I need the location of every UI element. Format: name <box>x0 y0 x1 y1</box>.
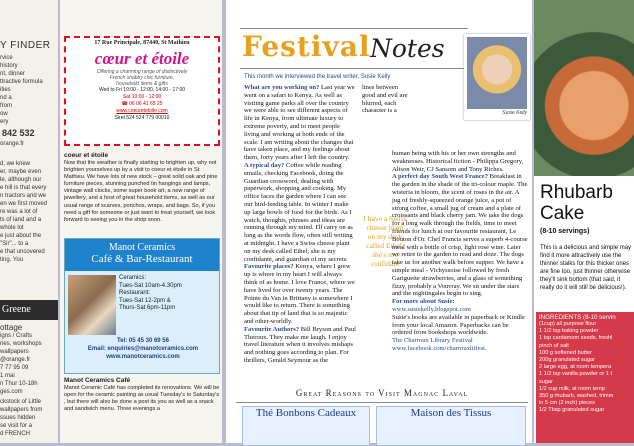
ingredient-item: 1 1/2 tsp baking powder <box>539 328 599 335</box>
ingredient-item: pinch of salt <box>539 342 569 349</box>
question-working-on: What are you working on? <box>244 84 320 91</box>
books-info: Susie's books are available in paperback or Kindle from your local Amazon. Paperbacks can be ordered from bookshops worldwide. <box>392 313 525 337</box>
coeur-tagline-2: French shabby chic furniture, <box>109 75 175 81</box>
ingredient-item: 1 tsp cardamom seeds, freshl <box>539 335 613 342</box>
reasons-banner: Great Reasons to Visit Magnac Laval <box>295 388 469 398</box>
manot-contact <box>68 337 218 361</box>
maison-tissus-ad <box>376 406 526 446</box>
manot-tel: Tel: 05 45 30 69 56 <box>117 338 169 344</box>
ingredient-item: in 5 cm (2 inch) pieces <box>539 400 595 407</box>
manot-email[interactable]: Email: enquiries@manotceramics.com <box>87 346 199 352</box>
directory-phone: 842 532 <box>2 128 35 138</box>
directory-email: orange.fr <box>0 141 25 147</box>
ingredient-item: 100 g softened butter <box>539 349 592 356</box>
recipe-title: Rhubarb Cake <box>540 182 613 224</box>
bonbons-title: Thé Bonbons Cadeaux <box>255 407 357 419</box>
festival-title: Festival <box>242 30 371 63</box>
ingredient-item: 1 1/2 tsp vanilla powder or 1 t <box>539 371 613 378</box>
notes-title: Notes <box>370 34 445 63</box>
manot-subtitle: Café & Bar-Restaurant <box>91 253 193 265</box>
ingredient-item: 2 large egg, at room tempera <box>539 364 612 371</box>
question-favourite-authors: Favourite Authors? <box>244 325 300 333</box>
left-page-strip <box>0 0 58 443</box>
recipe-intro: This is a delicious and simple may find it more attractively use the thinner stalks for this thicker ones are fine too, just thinner otherwise they'll sink bottom (that said, it really do it will still be delicious!). <box>540 245 632 291</box>
authors-continued: human being with his or her own strengths and weaknesses. Historical fiction - Philippa Gregory, Alison Weir, CJ Sansom and Tony Riches. <box>392 150 524 173</box>
coeur-web-link[interactable]: www.coeuretetoile.com <box>116 108 168 114</box>
coeur-logo: cœur et étoile <box>94 49 190 68</box>
left-bottom-text: ckstock of Little wallpapers from ssues hidden se visit for a d FRENCH <box>0 399 43 437</box>
bonbons-ad <box>242 406 370 446</box>
recipe-servings: (8-10 servings) <box>540 228 590 235</box>
directory-title: Y FINDER <box>0 40 51 51</box>
coeur-tagline-3: household items & gifts <box>116 81 168 87</box>
manot-web-link[interactable]: www.manotceramics.com <box>106 354 180 360</box>
cottage-ad-text: ottage igns / Crafts ries, workshops wallpapers @orange.fr 7 77 95 09 1 mai n Thur 10-18h ges.com <box>0 323 42 395</box>
question-perfect-day: A perfect day South West France? <box>392 173 489 181</box>
answer-favourite-authors: Bill Bryson and Paul Theroux. They make me laugh. I enjoy travel literature when it involves mishaps and nothing goes according to plan. For thrillers, Gerald Seymour as the <box>244 325 356 364</box>
greene-banner: Greene <box>0 300 58 320</box>
more-about-susie: For more about Susie: <box>392 298 455 306</box>
interview-column-a <box>244 84 356 365</box>
manot-hours: Ceramics: Tues-Sat 10am-4.30pm Restaurant: Tues-Sat 12-2pm & Thurs-Sat 6pm-11pm <box>119 275 182 311</box>
manot-ceramics-ad <box>64 238 220 374</box>
coeur-address: 17 Rue Principale, 87440, St Mathieu <box>94 40 190 46</box>
susie-blog-link[interactable]: www.susiekelly.blogspot.com <box>392 305 471 313</box>
left-story-text: d, we knew er, maybe even le, although our e hill is that every n tractors and we en we first moved re was a lot of ts of land and a whole lot e just about the "Sir"... to a e that uncovered ting. You <box>0 161 48 263</box>
answer-perfect-day: Breakfast in the garden in the shade of the tri-colour maple. The wisteria in bloom, the scent of roses in the air. A jug of freshly-squeezed orange juice, a pot of strong coffee, a small jug of cream and a plate of croissants and black cherry jam. We take the dogs for a long walk through the fields, time to meet friends for lunch at our favourite restaurant, Le Bouton d'Or. Chef Francis serves a superb 4-course meal with a bottle of crisp, light rosé wine. Later we retire to the garden to read and doze. The dogs take us for another walk before supper. We have a simple meal - Vichyssoise followed by fresh Gariguette strawberries, and a glass of something fizzy, probably a Vouvray. We sit under the stars and the nightingales begin to sing. <box>392 173 528 298</box>
pull-quote: I have a Swiss cheese plant on my desk called Ethel, she's my confidant <box>363 214 407 268</box>
ingredient-item: (1cup) all purpose flour <box>539 321 597 327</box>
coeur-siret: Siret 524 524 779 00010 <box>114 115 170 121</box>
intro-line: This month we interviewed the travel writer, Susie Kelly <box>244 74 391 80</box>
manot-title: Manot Ceramics <box>108 242 176 253</box>
author-photo-caption: Susie Kelly <box>502 110 527 116</box>
maison-title: Maison des Tissus <box>410 407 492 419</box>
reasons-rule <box>236 402 528 403</box>
ingredient-item: sugar <box>539 378 553 385</box>
author-photo <box>467 37 527 109</box>
ingredient-item: 350 g rhubarb, washed, trimm <box>539 393 614 400</box>
manot-header <box>65 239 219 271</box>
ingredients-title: INGREDIENTS (8-10 servin <box>539 314 616 321</box>
ingredient-item: 200g granulated sugar <box>539 357 595 364</box>
manot-photo <box>68 275 116 335</box>
ingredient-item: 1/2 Tbsp granulated sugar <box>539 407 605 414</box>
answer-typical-day: Coffee while reading emails, checking Facebook, doing the Guardian crossword, dealing with paperwork, shopping and cooking. My office faces the garden where I can see our bird-feeding table. In winter I make up large bowls of food for the birds. As I watch, thoughts, phrases and ideas are running through my mind. I'll carry on as long as the words flow, often still writing at midnight. I have a Swiss cheese plant on my desk called Ethel; she is my confidante, and guardian of my secrets. <box>244 161 353 263</box>
coeur-tagline-1: Offering a charming range of distinctively <box>96 69 188 75</box>
interview-column-c <box>392 150 528 353</box>
coeur-sat: Sat 10:00 - 12:00 <box>122 94 162 100</box>
ingredients-box <box>536 312 634 443</box>
top-rule <box>240 28 468 29</box>
festival-name: The Charroux Library Festival <box>392 337 473 345</box>
coeur-et-etoile-ad <box>64 36 220 146</box>
coeur-hours: Wed to Fri 10:00 - 12:00, 14:00 - 17:00 <box>98 87 186 93</box>
directory-text: rvice history nt, dinner ttractive formula ities nd a from ow ery <box>0 55 43 125</box>
coeur-tel: ☎ 06 06 41 65 25 <box>121 101 163 107</box>
coeur-story: Now that the weather is finally starting to brighten up, why not brighten yourselves up by a visit to coeur et étoile in St Mathieu. We have lots of new stock – great solid oak and pine furniture pieces, stunning punched tin hangings and lamps, vintage wall clocks, some super book art, a new range of jewellery, and a host of great household items, as well as our usual range of scarves, ponchos, wraps, and bags. So, if you need a gift for someone or just want to treat yourself, we look forward to seeing you in the shop soon. <box>64 160 218 223</box>
manot-cafe-text: Manot Ceramic Café has completed its renovations. We will be open for the ceramic painting as usual Tuesday's to Saturday's , but there will also be done a post its you as well as a snack and sandwich menu. Three evenings a <box>64 385 220 413</box>
rhubarb-cake-photo <box>534 0 634 176</box>
question-favourite-places: Favourite places? <box>244 263 294 271</box>
manot-cafe-title: Manot Ceramics Café <box>64 377 131 384</box>
interview-column-b: lines between good and evil are blurred, each character is a <box>362 84 408 115</box>
coeur-story-title: coeur et étoile <box>64 152 109 159</box>
question-typical-day: A typical day? <box>244 161 285 169</box>
answer-working-on: Last year we went on a safari to Kenya. As well as visiting game parks all over the country we were able to see different aspects of life in Kenya, from ultimate luxury to extreme poverty, and to meet people living and working at both ends of the scale. I am writing about the changes that have taken place, and my feelings about them, forty years after I left the country. <box>244 84 355 162</box>
festival-facebook-link[interactable]: www.facebook.com/charrouxlitfest. <box>392 344 487 352</box>
title-rule <box>240 68 468 69</box>
answer-favourite-places: Kenya, where I grew up is where in my heart I will always think of as home. I love France, where we have lived for over twenty years. The Pointe du Van in Brittany is somewhere I would like to return. There is something about that tip of land that is so majestic and other-worldly. <box>244 263 355 325</box>
ingredient-item: 1/2 cup milk, at room temp <box>539 385 605 392</box>
